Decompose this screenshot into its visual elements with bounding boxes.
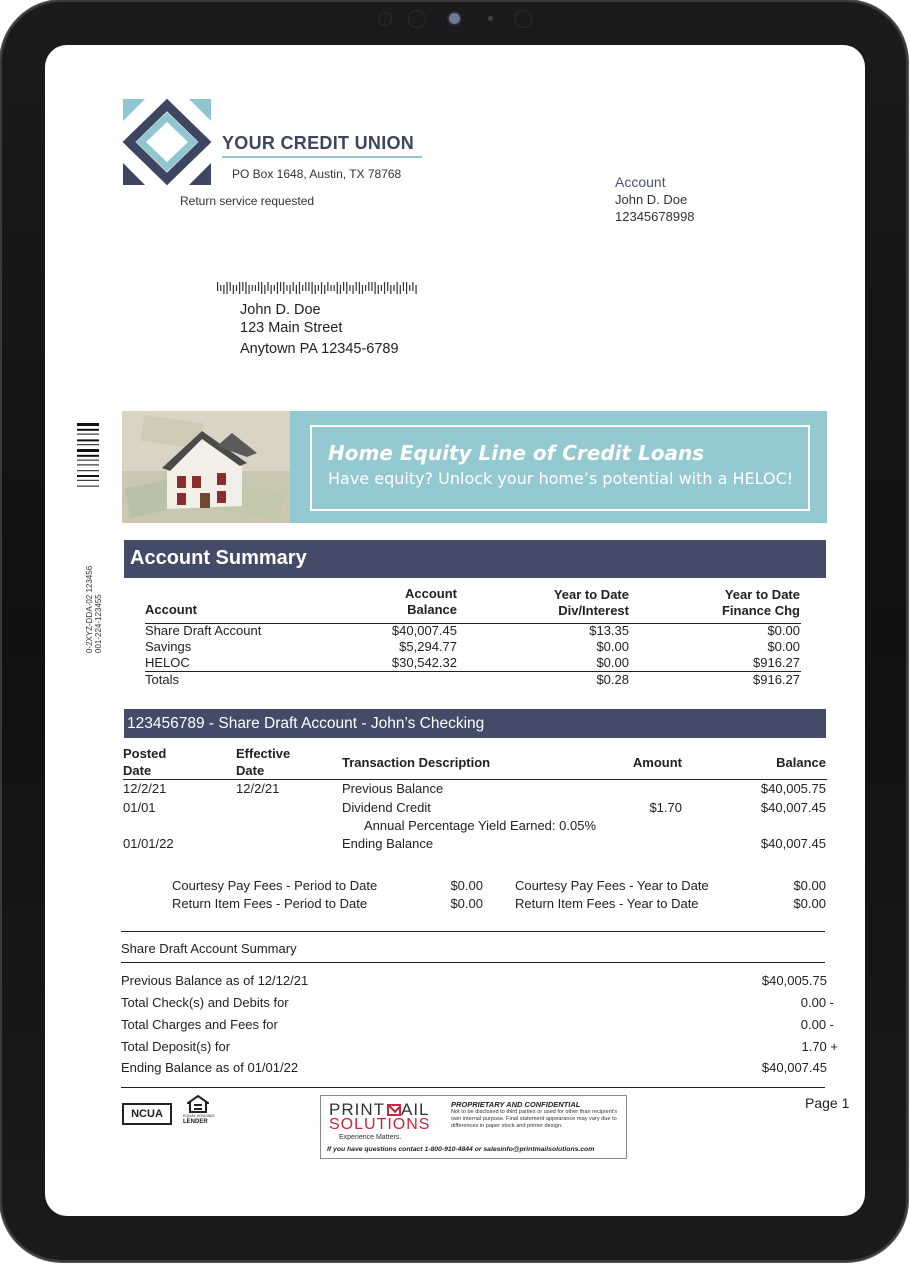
summary-line-value: 0.00 - — [800, 995, 834, 1010]
ehl-line-2: LENDER — [183, 1119, 208, 1125]
col-description: Transaction Description — [342, 755, 491, 770]
col-balance: Balance — [776, 755, 826, 770]
account-number: 12345678998 — [615, 209, 695, 224]
summary-fin: $0.00 — [767, 639, 800, 654]
camera-icon — [449, 13, 460, 24]
col-effective-2: Date — [236, 763, 265, 778]
cp-period-label: Courtesy Pay Fees - Period to Date — [172, 878, 378, 893]
pm-logo-solutions: SOLUTIONS — [329, 1116, 431, 1133]
sensor-icon — [514, 10, 532, 28]
org-address: PO Box 1648, Austin, TX 78768 — [232, 167, 402, 181]
summary-div: $0.00 — [596, 655, 629, 670]
side-tracking-code — [85, 553, 103, 653]
description: Dividend Credit — [342, 800, 431, 815]
totals-label: Totals — [145, 672, 179, 687]
equal-housing-lender-icon — [183, 1095, 213, 1129]
statement-page[interactable] — [45, 45, 865, 1216]
summary-title-rule — [121, 962, 825, 963]
pm-print-text: PRINT — [329, 1100, 385, 1119]
ri-period-value: $0.00 — [450, 896, 483, 911]
pm-proprietary-note: Not to be disclosed to third parties or used for other than recipient's own internal purpose. Final statement appearance may vary due to differences in paper stock and printer design. — [451, 1109, 618, 1129]
summary-line-value: 1.70 + — [801, 1039, 838, 1054]
description: Previous Balance — [342, 781, 444, 796]
side-code-line-1: 0-2XYZ-DDA-02 123456 — [85, 565, 94, 653]
pm-proprietary-title: PROPRIETARY AND CONFIDENTIAL — [451, 1100, 581, 1109]
recipient-street: 123 Main Street — [240, 320, 343, 336]
summary-balance: $30,542.32 — [391, 655, 457, 670]
camera-bar — [370, 10, 540, 30]
balance: $40,005.75 — [760, 781, 826, 796]
transactions-header-rule — [123, 779, 827, 780]
summary-line-label: Total Deposit(s) for — [121, 1039, 231, 1054]
share-draft-header: 123456789 - Share Draft Account - John’s Checking — [124, 709, 826, 738]
col-account-header: Account — [145, 602, 197, 617]
balance: $40,007.45 — [760, 836, 826, 851]
share-draft-summary-title: Share Draft Account Summary — [121, 941, 297, 956]
summary-top-rule — [121, 931, 825, 932]
summary-balance: $5,294.77 — [399, 639, 457, 654]
credit-union-logo-icon — [121, 97, 213, 187]
summary-balance: $40,007.45 — [391, 623, 457, 638]
posted-date: 01/01/22 — [123, 836, 174, 851]
col-posted-2: Date — [123, 763, 152, 778]
pm-mail-text: AIL — [401, 1100, 430, 1119]
org-name: YOUR CREDIT UNION — [222, 133, 415, 153]
ri-year-label: Return Item Fees - Year to Date — [515, 896, 699, 911]
summary-line-label: Total Check(s) and Debits for — [121, 995, 289, 1010]
return-service-note: Return service requested — [180, 194, 315, 208]
col-amount: Amount — [632, 755, 682, 770]
totals-div: $0.28 — [596, 672, 629, 687]
summary-div: $13.35 — [589, 623, 629, 638]
totals-fin: $916.27 — [753, 672, 800, 687]
pm-tagline: Experience Matters. — [339, 1134, 402, 1141]
side-barcode — [77, 423, 99, 503]
light-sensor-icon — [488, 16, 493, 21]
side-code-line-2: 001-224-123455 — [94, 594, 103, 653]
ri-period-label: Return Item Fees - Period to Date — [172, 896, 368, 911]
amount: $1.70 — [649, 800, 682, 815]
pm-contact-line: If you have questions contact 1-800-910-4844 or salesinfo@printmailsolutions.com — [327, 1146, 595, 1153]
banner-text-box — [310, 425, 810, 511]
col-balance-header-1: Account — [405, 586, 457, 601]
summary-line-value: $40,005.75 — [761, 973, 827, 988]
summary-account: HELOC — [145, 655, 190, 670]
posted-date: 12/2/21 — [123, 781, 167, 796]
printmail-solutions-box — [320, 1095, 627, 1159]
recipient-city: Anytown PA 12345-6789 — [240, 341, 399, 357]
summary-line-value: $40,007.45 — [761, 1060, 827, 1075]
summary-account: Savings — [145, 639, 192, 654]
footer-rule — [121, 1087, 825, 1088]
col-fin-header-2: Finance Chg — [721, 603, 800, 618]
banner-subtitle: Have equity? Unlock your home’s potential with a HELOC! — [328, 469, 794, 488]
sensor-icon — [378, 12, 392, 26]
col-balance-header-2: Balance — [407, 602, 457, 617]
col-effective-1: Effective — [236, 746, 291, 761]
col-fin-header-1: Year to Date — [724, 587, 800, 602]
summary-fin: $0.00 — [767, 623, 800, 638]
balance: $40,007.45 — [760, 800, 826, 815]
apy-note: Annual Percentage Yield Earned: 0.05% — [364, 818, 597, 833]
summary-line-label: Total Charges and Fees for — [121, 1017, 278, 1032]
col-div-header-1: Year to Date — [553, 587, 629, 602]
cp-year-value: $0.00 — [793, 878, 826, 893]
col-posted-1: Posted — [123, 746, 167, 761]
ri-year-value: $0.00 — [793, 896, 826, 911]
house-on-money-image — [122, 411, 290, 523]
account-label: Account — [615, 174, 666, 190]
ncua-badge: NCUA — [122, 1103, 172, 1125]
account-holder-name: John D. Doe — [615, 192, 688, 207]
ehl-line-1: EQUAL HOUSING — [183, 1114, 215, 1118]
postal-barcode — [215, 282, 420, 294]
posted-date: 01/01 — [123, 800, 156, 815]
cp-period-value: $0.00 — [450, 878, 483, 893]
page-number: Page 1 — [805, 1095, 850, 1111]
heloc-promo-banner[interactable] — [122, 411, 827, 523]
description: Ending Balance — [342, 836, 434, 851]
summary-account: Share Draft Account — [145, 623, 262, 638]
cp-year-label: Courtesy Pay Fees - Year to Date — [515, 878, 709, 893]
mail-envelope-icon — [387, 1104, 401, 1116]
summary-line-label: Ending Balance as of 01/01/22 — [121, 1060, 299, 1075]
summary-fin: $916.27 — [753, 655, 800, 670]
recipient-name: John D. Doe — [240, 302, 321, 318]
effective-date: 12/2/21 — [236, 781, 280, 796]
banner-title: Home Equity Line of Credit Loans — [328, 441, 705, 465]
summary-div: $0.00 — [596, 639, 629, 654]
summary-line-label: Previous Balance as of 12/12/21 — [121, 973, 309, 988]
sensor-icon — [408, 10, 426, 28]
logo-rule — [222, 156, 422, 158]
summary-line-value: 0.00 - — [800, 1017, 834, 1032]
account-summary-header: Account Summary — [124, 540, 826, 578]
col-div-header-2: Div/Interest — [558, 603, 629, 618]
